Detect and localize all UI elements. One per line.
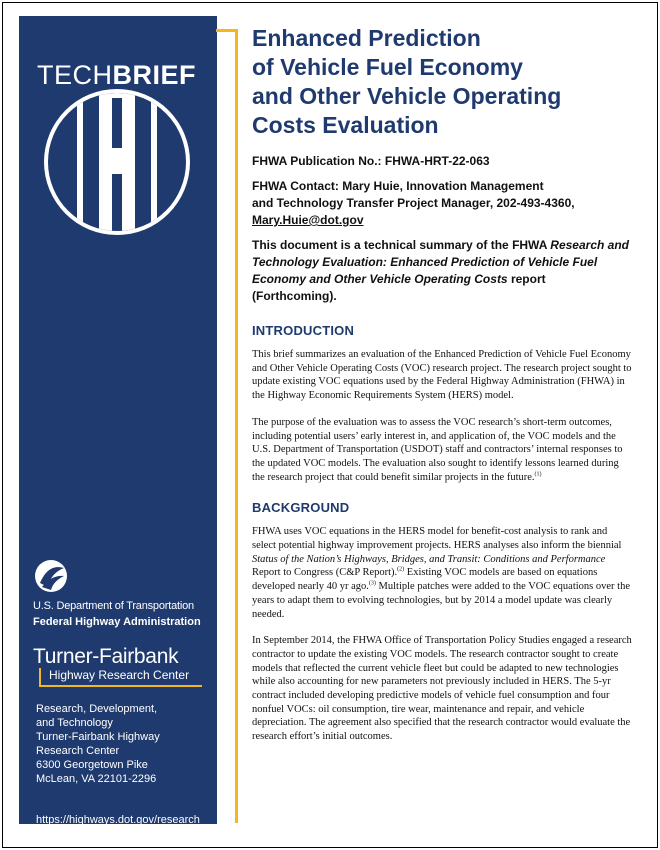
usdot-name: U.S. Department of Transportation xyxy=(33,600,194,612)
address-line: McLean, VA 22101-2296 xyxy=(36,773,157,785)
document-title xyxy=(252,24,632,140)
title-line: Costs Evaluation xyxy=(252,112,439,138)
reference-marker: (1) xyxy=(534,471,542,478)
usdot-logo-icon xyxy=(34,559,68,593)
address-line: 6300 Georgetown Pike xyxy=(36,759,148,771)
title-line: Enhanced Prediction xyxy=(252,25,481,51)
research-website-link[interactable]: https://highways.dot.gov/research xyxy=(36,814,200,826)
main-content xyxy=(252,24,632,744)
gold-accent-side xyxy=(235,29,238,823)
background-paragraph: In September 2014, the FHWA Office of Transportation Policy Studies engaged a research contractor to update the existing VOC models. The research contractor sought to create models that reflected the current vehicle fleet but could be adapted to new technologies while also accounting for new parameters not previously included in HERS. The 5-yr contract included developing predictive models of vehicle fuel consumption and four nonfuel VOCs: oil consumption, tire wear, maintenance and repair, and vehicle depreciation. The agreement also specified that the research contractor would evaluate the research effort’s initial outcomes. xyxy=(252,635,632,743)
summary-text: This document is a technical summary of the FHWA xyxy=(252,238,551,252)
highway-research-center-label: Highway Research Center xyxy=(39,668,202,687)
title-line: of Vehicle Fuel Economy xyxy=(252,54,523,80)
address-line: and Technology xyxy=(36,717,113,729)
publication-number: FHWA Publication No.: FHWA-HRT-22-063 xyxy=(252,154,490,168)
introduction-paragraph: This brief summarizes an evaluation of the Enhanced Prediction of Vehicle Fuel Economy and Other Vehicle Operating Costs (VOC) research project. The research project sought to update existing VOC equations used by the Federal Highway Administration (FHWA) in the Highway Economic Requirements System (HERS) model. xyxy=(252,349,632,402)
paragraph-text: Report to Congress (C&P Report). xyxy=(252,567,398,579)
paragraph-text: The purpose of the evaluation was to assess the VOC research’s short-term outcomes, including potential users’ early interest in, and application of, the VOC models and the U.S. Department of Transportation (USDOT) staff and contractors’ internal responses to the updated VOC models. The evaluation also sought to identify lessons learned during the research project that could benefit similar projects in the future. xyxy=(252,416,623,483)
summary-report-title: Research and Technology Evaluation: Enhanced Prediction of Vehicle Fuel Economy and Other Vehicle Operating Costs xyxy=(252,238,629,286)
address-block xyxy=(36,702,160,786)
fhwa-name: Federal Highway Administration xyxy=(33,616,201,628)
introduction-paragraph xyxy=(252,416,632,485)
background-heading: BACKGROUND xyxy=(252,500,350,516)
contact-line: and Technology Transfer Project Manager, 202-493-4360, xyxy=(252,196,575,210)
techbrief-bold-text: BRIEF xyxy=(112,60,196,90)
paragraph-text: Multiple patches were added to the VOC equations over the years to adapt them to evolving technologies, but by 2014 a model update was clearly needed. xyxy=(252,581,630,620)
techbrief-logo xyxy=(37,62,196,89)
paragraph-text: FHWA uses VOC equations in the HERS model for benefit-cost analysis to rank and select potential highway improvement projects. HERS analyses also inform the biennial xyxy=(252,526,622,552)
paragraph-text: Existing VOC models are based on equations developed nearly 40 yr ago. xyxy=(252,567,598,593)
introduction-heading: INTRODUCTION xyxy=(252,323,355,338)
techbrief-light-text: TECH xyxy=(37,60,113,90)
reference-marker: (3) xyxy=(368,580,376,587)
address-line: Research Center xyxy=(36,745,120,757)
address-line: Turner-Fairbank Highway xyxy=(36,731,160,743)
turner-fairbank-name: Turner-Fairbank xyxy=(33,645,179,668)
cited-report-title: Status of the Nation’s Highways, Bridges, and Transit: Conditions and Performance xyxy=(252,553,606,565)
fhwa-contact xyxy=(252,178,632,229)
contact-line: FHWA Contact: Mary Huie, Innovation Management xyxy=(252,179,544,193)
road-icon xyxy=(41,86,193,238)
reference-marker: (2) xyxy=(397,566,405,573)
summary-text-end: report (Forthcoming). xyxy=(252,272,546,303)
sidebar xyxy=(19,16,217,824)
address-line: Research, Development, xyxy=(36,703,158,715)
document-summary xyxy=(252,237,632,305)
background-paragraph xyxy=(252,525,632,621)
title-line: and Other Vehicle Operating xyxy=(252,83,562,109)
contact-email-link[interactable]: Mary.Huie@dot.gov xyxy=(252,213,364,227)
